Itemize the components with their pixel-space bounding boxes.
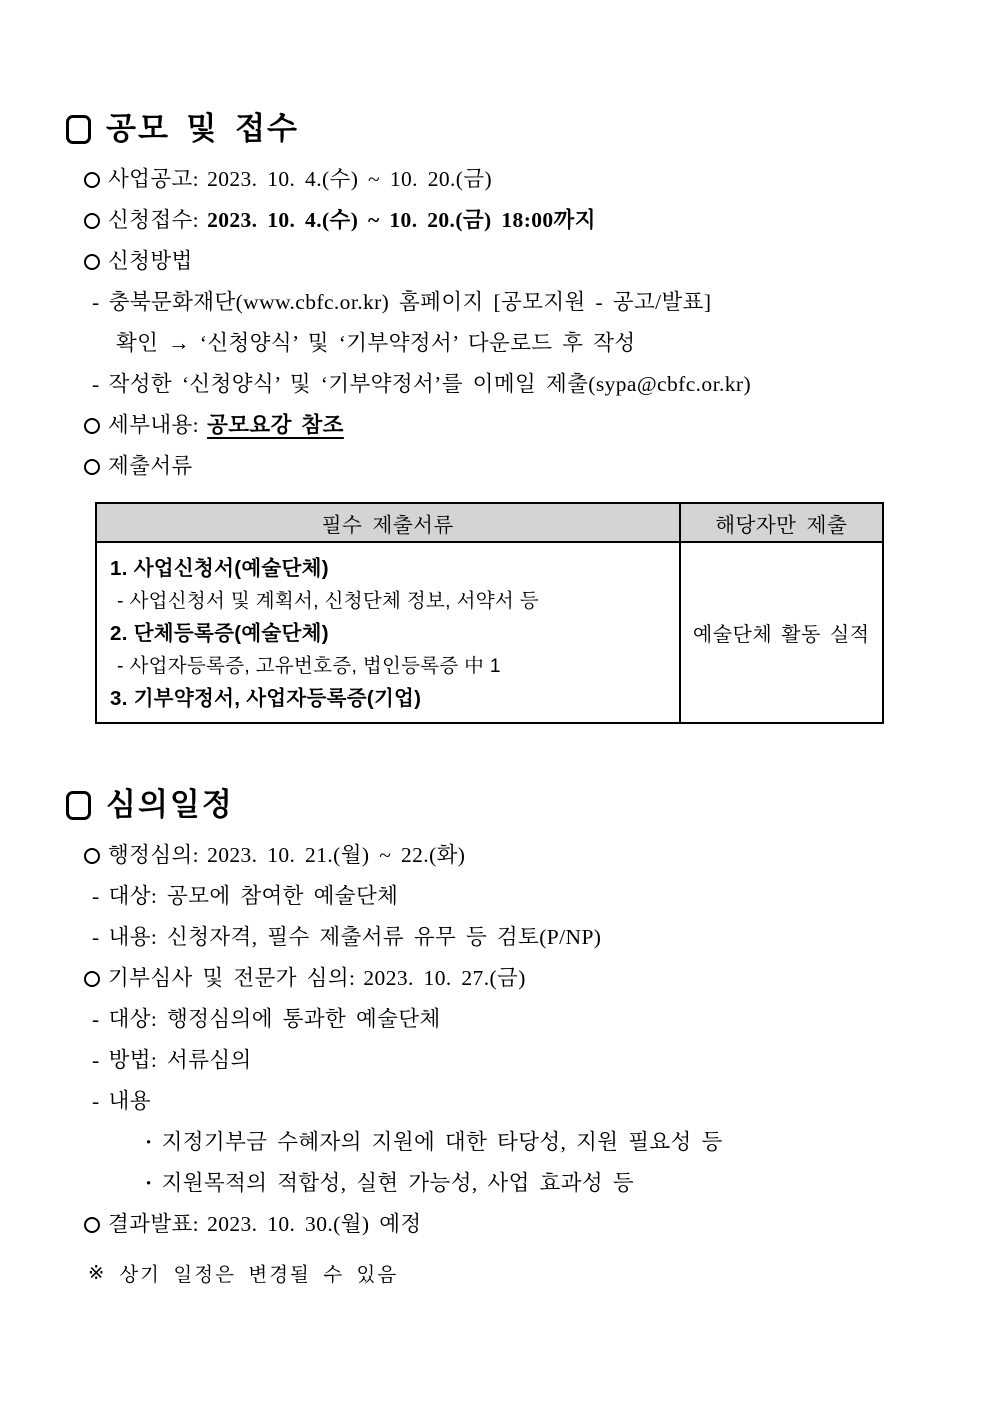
method-website-text: 충북문화재단(www.cbfc.or.kr) 홈페이지 [공모지원 - 공고/발표] (108, 290, 712, 314)
business-notice-label: 사업공고: (108, 167, 200, 191)
dash-bullet-icon: - (92, 372, 100, 396)
expert-review-detail-1 (145, 1128, 992, 1157)
doc-item-1-sub: - 사업신청서 및 계획서, 신청단체 정보, 서약서 등 (117, 590, 539, 612)
dot-bullet-icon: · (145, 1171, 153, 1195)
applicable-only-column-header: 해당자만 제출 (680, 503, 884, 542)
method-sub-item-website-cont (116, 329, 992, 358)
expert-review-item (84, 964, 992, 993)
dash-bullet-icon: - (92, 1089, 100, 1113)
circle-bullet-icon (84, 254, 100, 270)
circle-bullet-icon (84, 172, 100, 188)
applicable-only-cell: 예술단체 활동 실적 (680, 542, 884, 723)
expert-review-label: 기부심사 및 전문가 심의: (108, 966, 356, 990)
expert-review-detail-2-text: 지원목적의 적합성, 실현 가능성, 사업 효과성 등 (161, 1171, 634, 1195)
expert-review-content-label: 내용 (108, 1089, 151, 1113)
required-documents-table (95, 502, 884, 724)
admin-review-target-text: 대상: 공모에 참여한 예술단체 (108, 884, 399, 908)
doc-item-2-sub: - 사업자등록증, 고유번호증, 법인등록증 中 1 (117, 655, 501, 677)
application-reception-period: 2023. 10. 4.(수) ~ 10. 20.(금) 18:00까지 (207, 208, 596, 232)
method-email-text: 작성한 ‘신청양식’ 및 ‘기부약정서’를 이메일 제출(sypa@cbfc.or.kr) (108, 372, 751, 396)
circle-bullet-icon (84, 459, 100, 475)
reference-mark-icon: ※ (88, 1262, 107, 1284)
doc-item-3-title: 3. 기부약정서, 사업자등록증(기업) (110, 687, 422, 710)
admin-review-label: 행정심의: (108, 843, 200, 867)
required-docs-cell (96, 542, 680, 723)
schedule-change-footnote-text: 상기 일정은 변경될 수 있음 (119, 1264, 399, 1286)
table-body-row (96, 542, 883, 723)
schedule-change-footnote (88, 1259, 992, 1287)
square-checkbox-icon (66, 115, 91, 144)
dash-bullet-icon: - (92, 925, 100, 949)
dash-bullet-icon: - (92, 1048, 100, 1072)
result-announcement-label: 결과발표: (108, 1212, 200, 1236)
result-announcement-item (84, 1210, 992, 1239)
table-header-row (96, 503, 883, 542)
circle-bullet-icon (84, 971, 100, 987)
square-checkbox-icon (66, 791, 91, 820)
dash-bullet-icon: - (92, 1007, 100, 1031)
method-sub-item-website (92, 288, 992, 317)
details-item (84, 411, 992, 440)
application-reception-label: 신청접수: (108, 208, 200, 232)
required-docs-column-header: 필수 제출서류 (96, 503, 680, 542)
expert-review-method (92, 1046, 992, 1075)
doc-item-1-title: 1. 사업신청서(예술단체) (110, 557, 329, 580)
expert-review-method-text: 방법: 서류심의 (108, 1048, 252, 1072)
expert-review-detail-1-text: 지정기부금 수혜자의 지원에 대한 타당성, 지원 필요성 등 (161, 1130, 723, 1154)
details-label: 세부내용: (108, 413, 200, 437)
admin-review-period: 2023. 10. 21.(월) ~ 22.(화) (207, 843, 466, 867)
submission-documents-label: 제출서류 (108, 454, 193, 478)
dash-bullet-icon: - (92, 290, 100, 314)
section-recruit-title: 공모 및 접수 (106, 111, 299, 146)
expert-review-detail-2 (145, 1169, 992, 1198)
expert-review-content (92, 1087, 992, 1116)
details-reference: 공모요강 참조 (207, 413, 344, 437)
expert-review-date: 2023. 10. 27.(금) (363, 966, 526, 990)
section-recruit-header (66, 111, 992, 147)
method-download-text: 확인 → ‘신청양식’ 및 ‘기부약정서’ 다운로드 후 작성 (116, 331, 636, 355)
submission-documents-item (84, 452, 992, 481)
application-method-label: 신청방법 (108, 249, 193, 273)
admin-review-item (84, 841, 992, 870)
circle-bullet-icon (84, 1217, 100, 1233)
circle-bullet-icon (84, 418, 100, 434)
method-sub-item-email (92, 370, 992, 399)
circle-bullet-icon (84, 848, 100, 864)
application-reception-item (84, 206, 992, 235)
application-method-item (84, 247, 992, 276)
expert-review-target (92, 1005, 992, 1034)
admin-review-target (92, 882, 992, 911)
result-announcement-date: 2023. 10. 30.(월) 예정 (207, 1212, 422, 1236)
section-review-title: 심의일정 (106, 787, 234, 822)
business-notice-period: 2023. 10. 4.(수) ~ 10. 20.(금) (207, 167, 493, 191)
admin-review-content-text: 내용: 신청자격, 필수 제출서류 유무 등 검토(P/NP) (108, 925, 602, 949)
doc-item-2-title: 2. 단체등록증(예술단체) (110, 622, 329, 645)
dash-bullet-icon: - (92, 884, 100, 908)
admin-review-content (92, 923, 992, 952)
section-review-header (66, 787, 992, 823)
expert-review-target-text: 대상: 행정심의에 통과한 예술단체 (108, 1007, 441, 1031)
dot-bullet-icon: · (145, 1130, 153, 1154)
business-notice-item (84, 165, 992, 194)
circle-bullet-icon (84, 213, 100, 229)
